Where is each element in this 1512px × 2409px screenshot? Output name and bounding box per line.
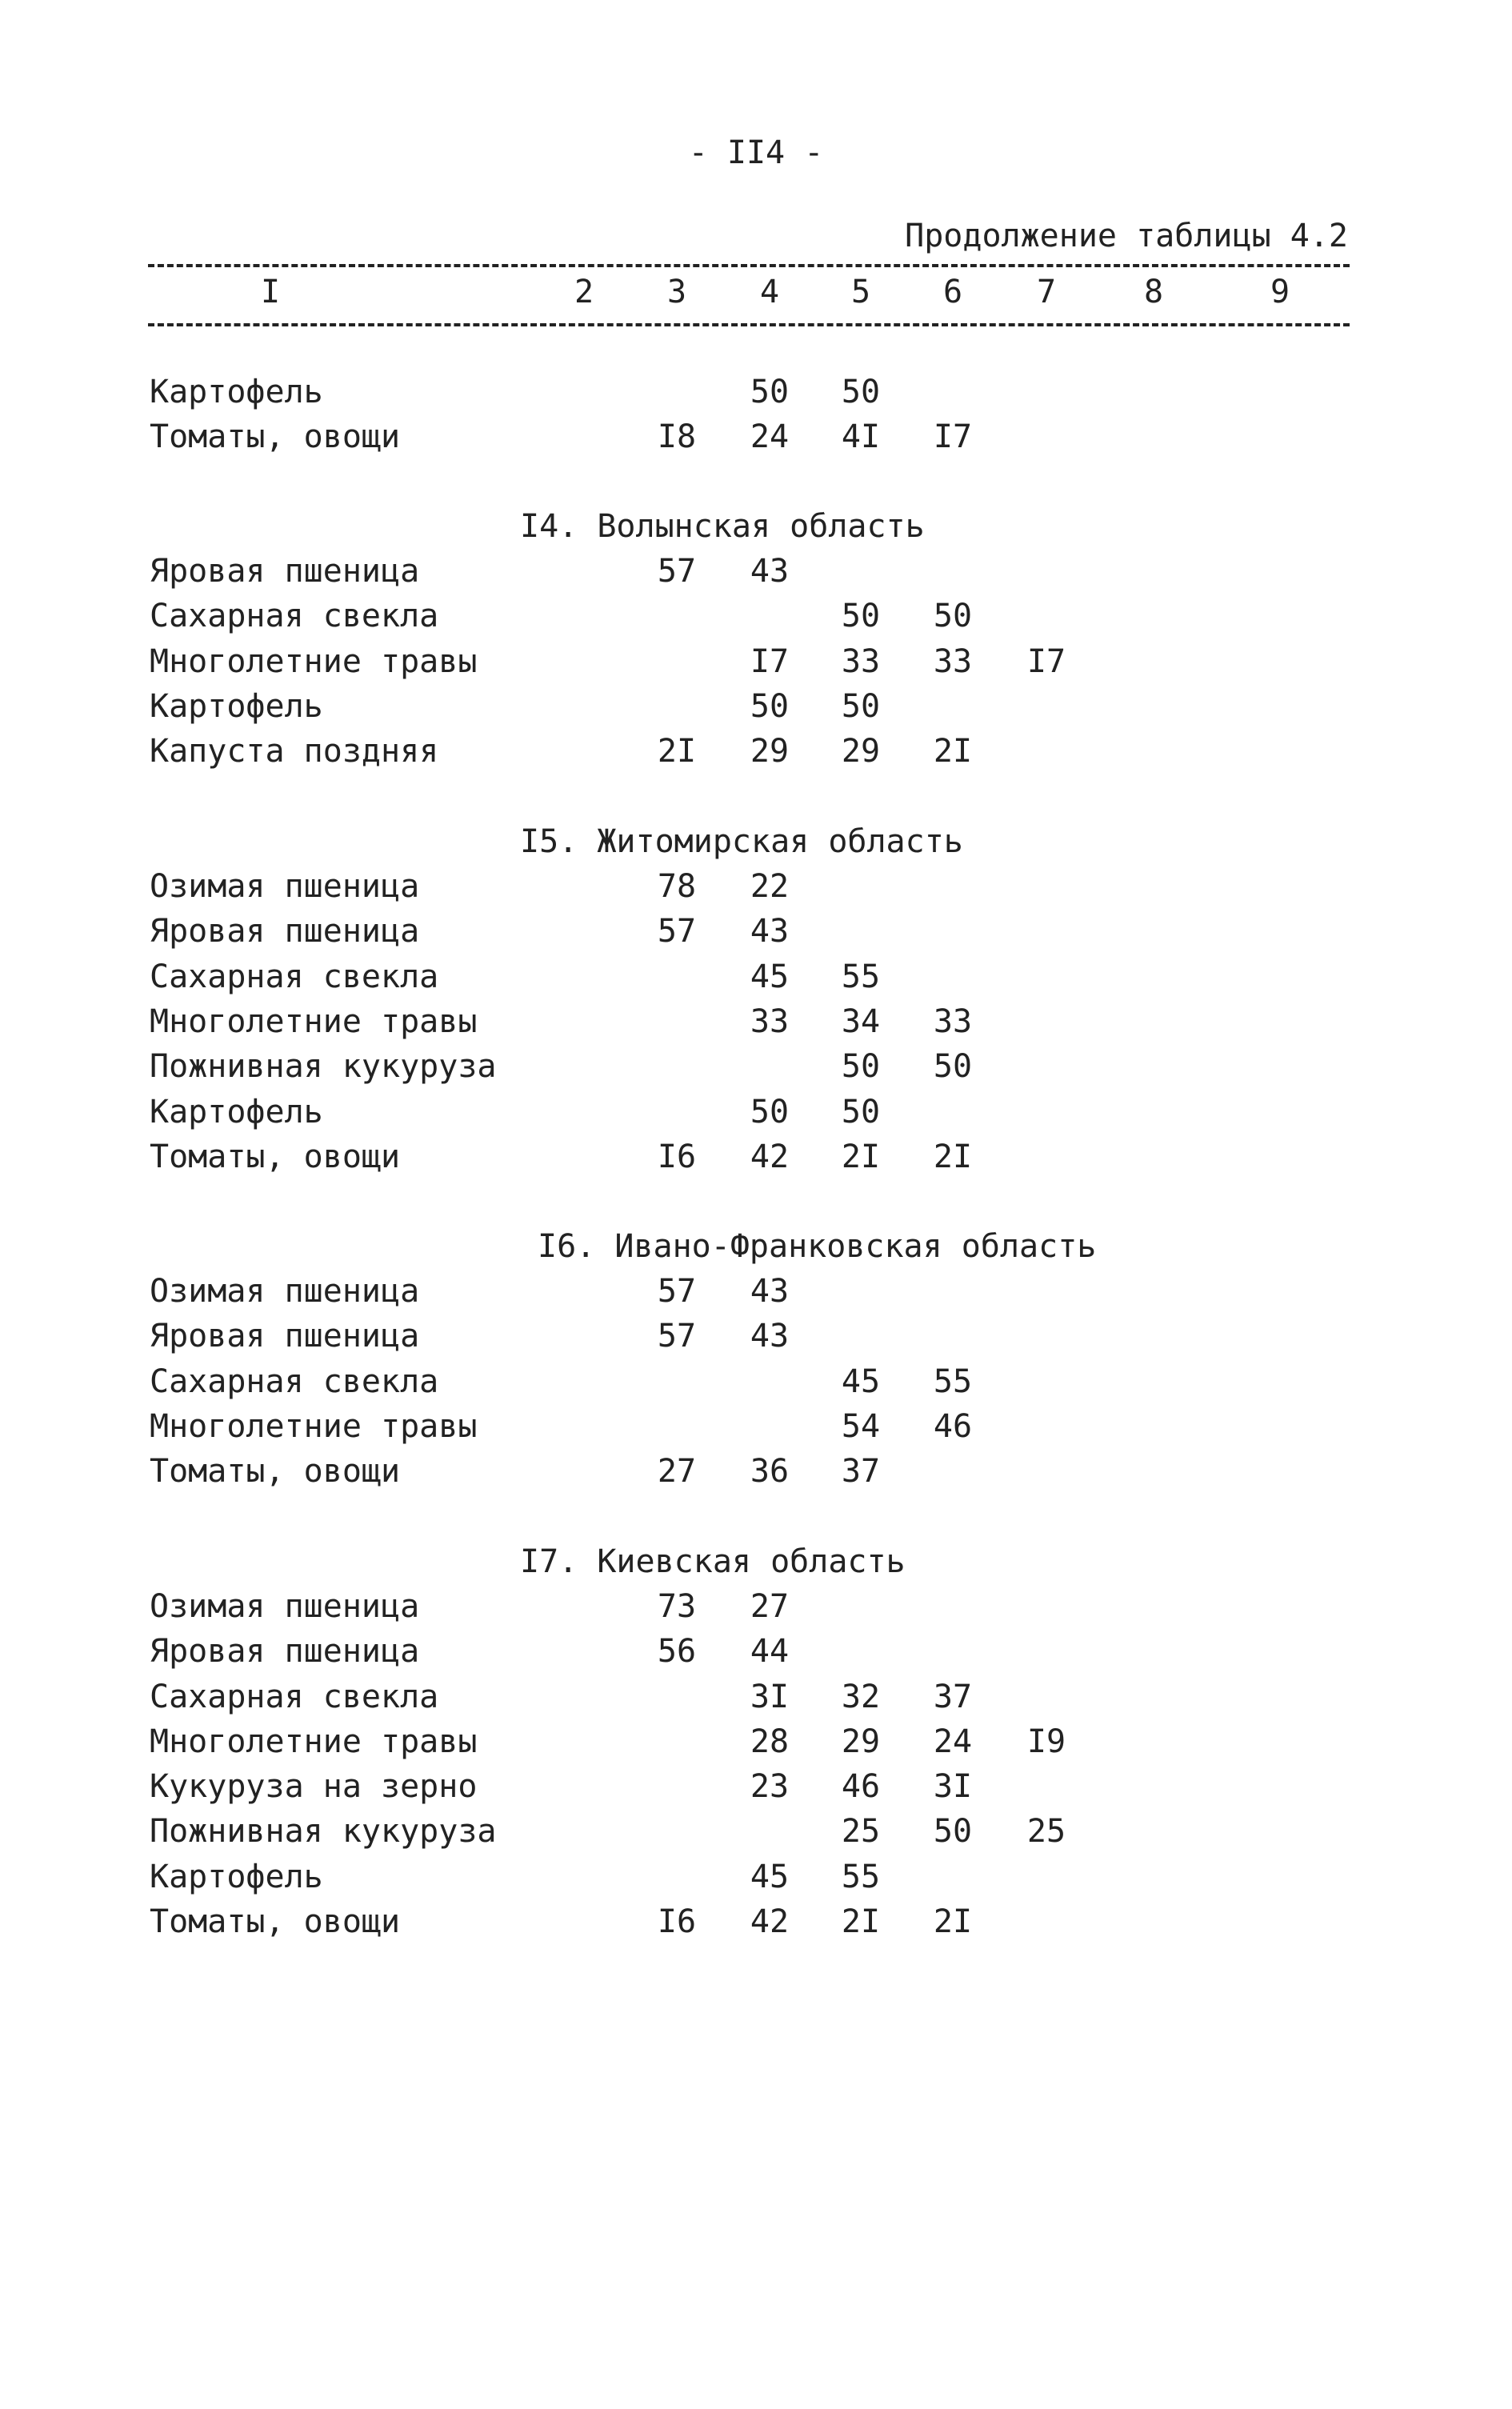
cell-col-5: 2I — [841, 1903, 881, 1940]
table-row — [0, 1719, 1512, 1764]
table-row — [0, 1584, 1512, 1629]
cell-col-6: 2I — [933, 1138, 973, 1175]
cell-col-5: 4I — [841, 418, 881, 455]
table-row — [0, 1629, 1512, 1674]
crop-name: Сахарная свекла — [150, 598, 439, 634]
cell-col-4: I7 — [750, 643, 790, 680]
cell-col-5: 25 — [841, 1813, 881, 1850]
cell-col-4: 27 — [750, 1588, 790, 1625]
table-row — [0, 999, 1512, 1044]
cell-col-6: 50 — [933, 598, 973, 634]
cell-col-4: 45 — [750, 958, 790, 995]
cell-col-6: 37 — [933, 1679, 973, 1715]
cell-col-4: 43 — [750, 1318, 790, 1355]
crop-name: Озимая пшеница — [150, 1588, 420, 1625]
cell-col-3: 57 — [657, 1273, 697, 1310]
cell-col-4: 23 — [750, 1768, 790, 1805]
crop-name: Многолетние травы — [150, 643, 478, 680]
header-col-4: 4 — [759, 274, 780, 310]
cell-col-4: 43 — [750, 553, 790, 590]
crop-name: Капуста поздняя — [150, 733, 439, 770]
cell-col-4: 3I — [750, 1679, 790, 1715]
crop-name: Томаты, овощи — [150, 1453, 401, 1490]
table-row — [0, 639, 1512, 684]
table-top-rule — [148, 264, 1350, 267]
table-continuation-label: Продолжение таблицы 4.2 — [905, 218, 1348, 254]
table-row — [0, 549, 1512, 594]
section-title: I7. Киевская область — [520, 1543, 906, 1580]
table-row — [0, 1764, 1512, 1809]
cell-col-4: 42 — [750, 1903, 790, 1940]
table-row — [0, 414, 1512, 459]
cell-col-4: 24 — [750, 418, 790, 455]
cell-col-5: 34 — [841, 1003, 881, 1040]
cell-col-5: 29 — [841, 733, 881, 770]
cell-col-6: 33 — [933, 643, 973, 680]
page-number: - II4 - — [688, 134, 824, 171]
cell-col-7: I9 — [1026, 1723, 1066, 1760]
crop-name: Озимая пшеница — [150, 868, 420, 905]
cell-col-4: 36 — [750, 1453, 790, 1490]
crop-name: Томаты, овощи — [150, 418, 401, 455]
table-row — [0, 909, 1512, 954]
cell-col-5: 32 — [841, 1679, 881, 1715]
crop-name: Яровая пшеница — [150, 1318, 420, 1355]
cell-col-6: 50 — [933, 1813, 973, 1850]
crop-name: Кукуруза на зерно — [150, 1768, 478, 1805]
crop-name: Озимая пшеница — [150, 1273, 420, 1310]
crop-name: Многолетние травы — [150, 1408, 478, 1445]
cell-col-5: 50 — [841, 688, 881, 725]
cell-col-7: 25 — [1026, 1813, 1066, 1850]
cell-col-5: 37 — [841, 1453, 881, 1490]
header-col-7: 7 — [1036, 274, 1057, 310]
cell-col-3: 57 — [657, 553, 697, 590]
header-col-1: I — [260, 274, 281, 310]
header-col-5: 5 — [850, 274, 871, 310]
cell-col-4: 42 — [750, 1138, 790, 1175]
cell-col-5: 50 — [841, 374, 881, 410]
cell-col-4: 50 — [750, 688, 790, 725]
crop-name: Картофель — [150, 374, 323, 410]
cell-col-4: 43 — [750, 1273, 790, 1310]
cell-col-5: 29 — [841, 1723, 881, 1760]
cell-col-6: 46 — [933, 1408, 973, 1445]
cell-col-4: 45 — [750, 1859, 790, 1895]
crop-name: Яровая пшеница — [150, 553, 420, 590]
cell-col-4: 50 — [750, 1094, 790, 1130]
cell-col-5: 33 — [841, 643, 881, 680]
section-title: I6. Ивано-Франковская область — [538, 1228, 1097, 1265]
cell-col-3: I8 — [657, 418, 697, 455]
cell-col-4: 50 — [750, 374, 790, 410]
cell-col-3: 78 — [657, 868, 697, 905]
cell-col-3: 57 — [657, 913, 697, 950]
cell-col-3: 56 — [657, 1633, 697, 1670]
cell-col-6: 2I — [933, 733, 973, 770]
cell-col-4: 22 — [750, 868, 790, 905]
cell-col-5: 55 — [841, 958, 881, 995]
cell-col-6: 50 — [933, 1048, 973, 1085]
cell-col-4: 29 — [750, 733, 790, 770]
crop-name: Яровая пшеница — [150, 1633, 420, 1670]
section-title: I4. Волынская область — [520, 508, 925, 545]
cell-col-5: 50 — [841, 1048, 881, 1085]
header-col-2: 2 — [574, 274, 594, 310]
cell-col-3: I6 — [657, 1138, 697, 1175]
table-row — [0, 864, 1512, 909]
cell-col-6: 24 — [933, 1723, 973, 1760]
table-header-rule — [148, 323, 1350, 326]
header-col-3: 3 — [666, 274, 687, 310]
table-row — [0, 1899, 1512, 1944]
header-col-9: 9 — [1270, 274, 1290, 310]
cell-col-4: 43 — [750, 913, 790, 950]
cell-col-3: 2I — [657, 733, 697, 770]
crop-name: Томаты, овощи — [150, 1138, 401, 1175]
cell-col-3: I6 — [657, 1903, 697, 1940]
cell-col-5: 46 — [841, 1768, 881, 1805]
crop-name: Многолетние травы — [150, 1003, 478, 1040]
table-row — [0, 954, 1512, 999]
cell-col-6: I7 — [933, 418, 973, 455]
cell-col-3: 73 — [657, 1588, 697, 1625]
table-row — [0, 1675, 1512, 1719]
crop-name: Пожнивная кукуруза — [150, 1048, 497, 1085]
cell-col-7: I7 — [1026, 643, 1066, 680]
crop-name: Картофель — [150, 1859, 323, 1895]
header-col-6: 6 — [942, 274, 963, 310]
cell-col-3: 27 — [657, 1453, 697, 1490]
crop-name: Томаты, овощи — [150, 1903, 401, 1940]
crop-name: Сахарная свекла — [150, 958, 439, 995]
table-header-row — [0, 274, 1512, 314]
cell-col-4: 28 — [750, 1723, 790, 1760]
header-col-8: 8 — [1143, 274, 1164, 310]
cell-col-6: 55 — [933, 1363, 973, 1400]
cell-col-4: 44 — [750, 1633, 790, 1670]
table-row — [0, 1855, 1512, 1899]
cell-col-5: 54 — [841, 1408, 881, 1445]
table-row — [0, 594, 1512, 638]
cell-col-5: 50 — [841, 1094, 881, 1130]
table-row — [0, 1809, 1512, 1854]
crop-name: Картофель — [150, 688, 323, 725]
cell-col-5: 50 — [841, 598, 881, 634]
table-row — [0, 729, 1512, 774]
table-row — [0, 1359, 1512, 1404]
table-row — [0, 1449, 1512, 1494]
table-row — [0, 1314, 1512, 1359]
crop-name: Пожнивная кукуруза — [150, 1813, 497, 1850]
table-row — [0, 1134, 1512, 1179]
crop-name: Картофель — [150, 1094, 323, 1130]
crop-name: Яровая пшеница — [150, 913, 420, 950]
table-row — [0, 1269, 1512, 1314]
cell-col-3: 57 — [657, 1318, 697, 1355]
crop-name: Многолетние травы — [150, 1723, 478, 1760]
table-row — [0, 684, 1512, 729]
cell-col-5: 45 — [841, 1363, 881, 1400]
section-title: I5. Житомирская область — [520, 823, 963, 860]
cell-col-5: 2I — [841, 1138, 881, 1175]
cell-col-4: 33 — [750, 1003, 790, 1040]
cell-col-6: 33 — [933, 1003, 973, 1040]
crop-name: Сахарная свекла — [150, 1679, 439, 1715]
cell-col-5: 55 — [841, 1859, 881, 1895]
table-row — [0, 1404, 1512, 1449]
table-row — [0, 1090, 1512, 1134]
cell-col-6: 3I — [933, 1768, 973, 1805]
crop-name: Сахарная свекла — [150, 1363, 439, 1400]
table-row — [0, 370, 1512, 414]
cell-col-6: 2I — [933, 1903, 973, 1940]
table-row — [0, 1044, 1512, 1089]
